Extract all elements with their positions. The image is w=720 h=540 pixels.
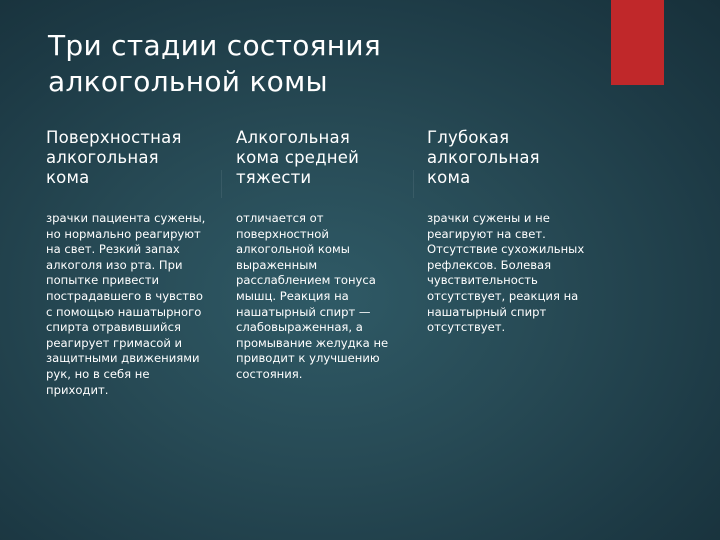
stage-description-deep: зрачки сужены и не реагируют на свет. Отсутствие сухожильных рефлексов. Болевая чувствительность отсутствует, реакция на нашатырный спирт отсутствует. — [427, 211, 585, 335]
heading-line: Глубокая — [427, 128, 510, 147]
heading-line: кома средней — [236, 148, 360, 167]
slide-title — [48, 28, 588, 100]
stage-column-surface — [46, 128, 206, 398]
red-accent-bar — [611, 0, 664, 85]
stage-column-medium — [236, 128, 396, 383]
heading-line: кома — [427, 168, 471, 187]
heading-line: Алкогольная — [236, 128, 350, 147]
stage-heading-medium — [236, 128, 396, 198]
heading-line: алкогольная — [427, 148, 540, 167]
stage-description-surface: зрачки пациента сужены, но нормально реагируют на свет. Резкий запах алкоголя изо рта. При попытке привести пострадавшего в чувство с помощью нашатырного спирта отравившийся реагирует гримасой и защитными движениями рук, но в себя не приходит. — [46, 211, 206, 397]
stage-heading-surface — [46, 128, 206, 198]
heading-line: кома — [46, 168, 90, 187]
slide-title-line-2: алкогольной комы — [48, 65, 328, 98]
stage-column-deep — [427, 128, 587, 336]
column-divider-2 — [413, 170, 414, 198]
heading-line: тяжести — [236, 168, 312, 187]
stage-description-medium: отличается от поверхностной алкогольной комы выраженным расслаблением тонуса мышц. Реакция на нашатырный спирт — слабовыраженная, а промывание желудка не приводит к улучшению состояния. — [236, 211, 389, 381]
heading-line: алкогольная — [46, 148, 159, 167]
column-divider-1 — [221, 170, 222, 198]
heading-line: Поверхностная — [46, 128, 182, 147]
slide-title-line-1: Три стадии состояния — [48, 29, 382, 62]
stage-heading-deep — [427, 128, 587, 198]
